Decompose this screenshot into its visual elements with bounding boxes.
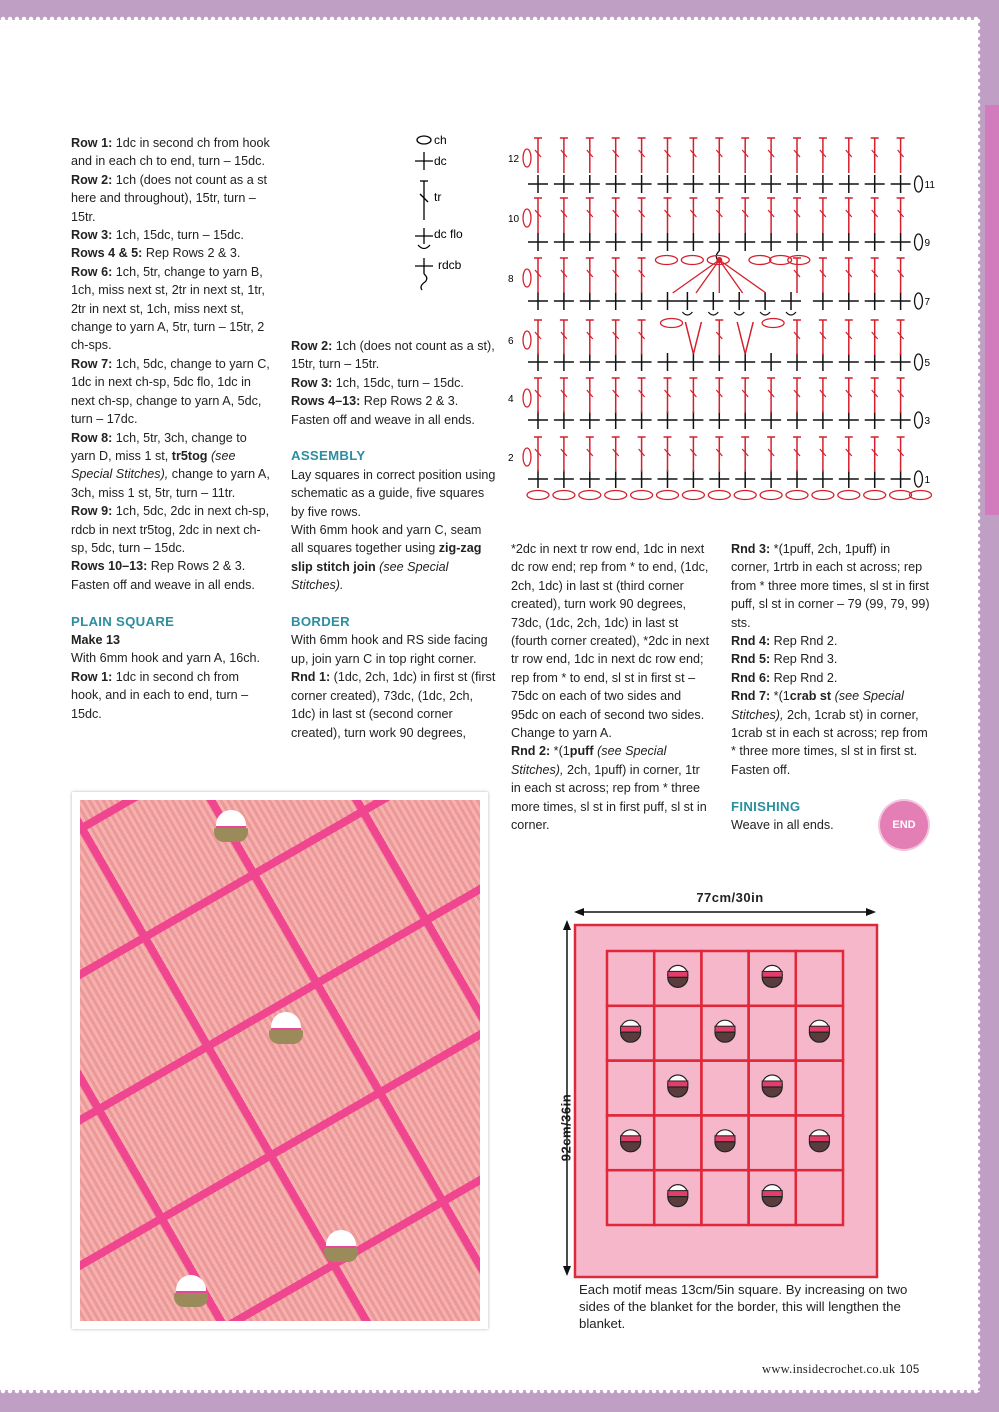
text: Rep Rnd 2. <box>770 634 838 649</box>
bold-text: Rnd 4: <box>731 634 771 649</box>
instruction-paragraph <box>291 411 496 429</box>
bold-text: Row 9: <box>71 504 113 519</box>
turning-chain <box>915 354 923 370</box>
text-column-1 <box>71 134 271 723</box>
text: 1ch (does not count as a st here and throughout), 15tr, turn – 15tr. <box>71 172 267 224</box>
dc-symbol <box>415 152 433 170</box>
instruction-paragraph <box>511 540 711 724</box>
text: 1ch, 5tr, 3ch, change to yarn D, miss 1 st, <box>71 430 247 463</box>
instruction-paragraph <box>71 355 271 429</box>
section-heading: FINISHING <box>731 798 801 814</box>
cupcake-motif <box>170 1275 212 1309</box>
chain-stitch <box>812 491 834 500</box>
instruction-paragraph <box>291 466 496 521</box>
text: Weave in all ends. <box>731 818 834 833</box>
text: *2dc in next tr row end, 1dc in next dc row end; rep from * to end, (1dc, 2ch, 1dc) in last st (third corner created), turn work 90 degrees, 73dc, (1dc, 2ch, 1dc) in last st (fourth corner created), *2dc in next tr row end, 1dc in next dc row end; rep from * to end, sl st in first st – 75dc on each of two sides and 95dc on each of second two sides. <box>511 542 710 722</box>
spacer <box>71 594 271 612</box>
italic-text: (see Special Stitches), <box>71 448 236 482</box>
chain-stitch <box>655 256 677 265</box>
instruction-paragraph <box>71 668 271 723</box>
cupcake-band <box>668 1191 688 1197</box>
chain-stitch <box>682 491 704 500</box>
turning-chain <box>915 234 923 250</box>
page-footer <box>762 1362 920 1377</box>
text: Lay squares in correct position using schematic as a guide, five squares by five rows. <box>291 467 496 519</box>
instruction-paragraph <box>71 263 271 355</box>
bold-text: Rnd 7: <box>731 689 771 704</box>
arrow-head <box>866 908 876 916</box>
cupcake-band <box>715 1136 735 1142</box>
bold-text: Row 3: <box>71 228 113 243</box>
schematic-caption: Each motif meas 13cm/5in square. By increasing on two sides of the blanket for the border, this will lengthen the blanket. <box>579 1282 908 1331</box>
cupcake-band <box>621 1026 641 1032</box>
row-number: 2 <box>508 453 514 464</box>
legend-label: tr <box>434 190 442 204</box>
row-number: 5 <box>924 358 931 369</box>
chain-stitch <box>890 491 912 500</box>
bold-text: Rnd 1: <box>291 670 331 685</box>
italic-text: (see Special Stitches), <box>511 744 667 777</box>
turning-chain <box>915 293 923 309</box>
bold-text: Row 1: <box>71 136 113 150</box>
bold-text: Row 6: <box>71 264 113 279</box>
instruction-paragraph <box>71 429 271 503</box>
tr5tog-top <box>716 257 722 263</box>
instruction-paragraph <box>291 374 496 392</box>
row-number: 9 <box>924 238 931 249</box>
instruction-paragraph <box>291 668 496 742</box>
text: 1dc in second ch from hook, and in each to end, turn – 15dc. <box>71 669 249 721</box>
section-heading: BORDER <box>291 614 350 630</box>
instruction-paragraph <box>731 669 931 687</box>
bold-text: puff <box>569 744 594 759</box>
bold-text: zig-zag slip stitch join <box>291 541 482 574</box>
turning-chain <box>523 389 531 407</box>
instruction-paragraph <box>291 337 496 374</box>
text: Fasten off and weave in all ends. <box>291 412 475 427</box>
text: Rep Rows 2 & 3. <box>142 246 241 261</box>
text: 1dc in second ch from hook and in each ch to end, turn – 15dc. <box>71 136 270 169</box>
text-column-4 <box>731 540 931 834</box>
text: 1ch (does not count as a st), 15tr, turn – 15tr. <box>291 339 495 372</box>
instruction-paragraph <box>71 502 271 557</box>
bold-text: Rows 4–13: <box>291 394 361 409</box>
row-number: 7 <box>924 297 931 308</box>
chain-stitch <box>605 491 627 500</box>
text: 1ch, 5dc, change to yarn C, 1dc in next ch-sp, 5dc flo, 1dc in next ch-sp, change to yarn A, 5dc, turn – 17dc. <box>71 356 270 427</box>
text: With 6mm hook and RS side facing up, join yarn C in top right corner. <box>291 633 488 666</box>
instruction-paragraph <box>731 650 931 668</box>
chain-stitch <box>786 491 808 500</box>
crochet-stitch-chart <box>500 130 940 505</box>
text: Rep Rnd 2. <box>770 670 838 685</box>
bold-text: Rows 10–13: <box>71 559 148 574</box>
height-label: 92cm/36in <box>558 1093 574 1162</box>
section-tab <box>985 105 999 515</box>
bold-text: Rnd 2: <box>511 744 551 759</box>
chain-stitch <box>527 491 549 500</box>
italic-text: (see Special Stitches), <box>731 689 904 722</box>
text-column-3 <box>511 540 711 835</box>
website-url: www.insidecrochet.co.uk <box>762 1362 896 1376</box>
legend-label: dc <box>434 154 447 168</box>
row-number: 11 <box>924 180 935 191</box>
text: 1ch, 5tr, change to yarn B, 1ch, miss next st, 2tr in next st, 1tr, 2tr in next st, 1ch, miss next st, change to yarn A, 5tr, turn – 15tr, 2 ch-sps. <box>71 264 265 353</box>
turning-chain <box>523 331 531 349</box>
instruction-paragraph <box>71 576 271 594</box>
chain-stitch <box>910 491 932 500</box>
text: 1ch, 5dc, 2dc in next ch-sp, rdcb in next tr5tog, 2dc in next ch-sp, 5dc, turn – 15dc. <box>71 504 270 555</box>
bold-text: Rnd 6: <box>731 670 771 685</box>
cupcake-band <box>668 1081 688 1087</box>
instruction-paragraph <box>731 540 931 632</box>
decorative-border-bottom <box>0 1388 980 1394</box>
v-stitch <box>737 322 753 354</box>
arrow-head <box>574 908 584 916</box>
flo-mark <box>760 312 770 315</box>
instruction-paragraph <box>71 649 271 667</box>
cupcake-band <box>715 1026 735 1032</box>
text: Fasten off and weave in all ends. <box>71 577 255 592</box>
instruction-paragraph <box>511 742 711 834</box>
text: Rep Rows 2 & 3. <box>147 559 246 574</box>
cupcake-motif <box>210 810 252 844</box>
chain-stitch <box>864 491 886 500</box>
cupcake-band <box>762 1081 782 1087</box>
instruction-paragraph <box>71 244 271 262</box>
section-heading: PLAIN SQUARE <box>71 613 175 629</box>
text: Change to yarn A. <box>511 726 612 741</box>
text: With 6mm hook and yarn C, seam all squares together using <box>291 523 482 556</box>
turning-chain <box>915 412 923 428</box>
spacer <box>731 779 931 797</box>
chain-stitch <box>661 319 683 328</box>
spacer <box>291 429 496 447</box>
chain-stitch <box>734 491 756 500</box>
instruction-paragraph <box>731 687 931 761</box>
stitch-key <box>405 128 495 293</box>
row-number: 12 <box>508 154 520 165</box>
bold-text: Row 3: <box>291 375 333 390</box>
tr5tog-leg <box>696 260 719 293</box>
decorative-border-top <box>0 16 980 22</box>
cupcake-band <box>809 1136 829 1142</box>
text: (1dc, 2ch, 1dc) in first st (first corner created), 73dc, (1dc, 2ch, 1dc) in last st (second corner created), turn work 90 degrees, <box>291 670 496 740</box>
bold-text: Rnd 3: <box>731 542 771 556</box>
text: 1ch, 15dc, turn – 15dc. <box>112 228 244 243</box>
arrow-head <box>563 1266 571 1276</box>
flo-mark <box>786 312 796 315</box>
turning-chain <box>523 149 531 167</box>
cupcake-band <box>809 1026 829 1032</box>
chain-stitch <box>708 491 730 500</box>
width-label: 77cm/30in <box>696 890 764 905</box>
legend-label: ch <box>434 133 447 147</box>
section-heading: ASSEMBLY <box>291 448 366 464</box>
instruction-paragraph <box>731 632 931 650</box>
text: *(1 <box>550 744 570 759</box>
spacer <box>291 595 496 613</box>
bold-text: Row 2: <box>71 172 113 187</box>
blanket-photo <box>72 792 488 1329</box>
turning-chain <box>523 269 531 287</box>
chain-stitch <box>681 256 703 265</box>
rdcb-symbol <box>415 258 433 290</box>
bold-text: tr5tog <box>171 448 208 463</box>
page-number: 105 <box>899 1364 920 1376</box>
text: Rep Rows 2 & 3. <box>360 394 459 409</box>
cupcake-band <box>762 971 782 977</box>
row-number: 6 <box>508 336 514 347</box>
row-number: 1 <box>924 475 931 486</box>
chain-stitch <box>762 319 784 328</box>
instruction-paragraph <box>291 392 496 410</box>
bold-text: crab st <box>789 689 832 704</box>
tr5tog-leg <box>719 260 742 293</box>
row-number: 8 <box>508 274 514 285</box>
blanket-schematic <box>560 880 900 1280</box>
chain-stitch <box>760 491 782 500</box>
decorative-border-right <box>975 18 981 1392</box>
chain-stitch <box>579 491 601 500</box>
chain-stitch <box>553 491 575 500</box>
flo-mark <box>708 312 718 315</box>
text: With 6mm hook and yarn A, 16ch. <box>71 651 260 666</box>
bold-text: Row 2: <box>291 339 333 353</box>
turning-chain <box>915 471 923 487</box>
bold-text: Rnd 5: <box>731 652 771 667</box>
arrow-head <box>563 920 571 930</box>
bold-text: Make 13 <box>71 632 121 647</box>
cupcake-band <box>762 1191 782 1197</box>
text: *(1 <box>770 689 790 704</box>
row-number: 3 <box>924 416 931 427</box>
text: change to yarn A, 3ch, miss 1 st, 5tr, turn – 11tr. <box>71 467 270 500</box>
instruction-paragraph <box>71 171 271 226</box>
end-badge: END <box>880 801 928 849</box>
chain-stitch <box>657 491 679 500</box>
text: 2ch, 1crab st) in corner, 1crab st in each st across; rep from * three more times, sl st in first st. <box>731 707 928 759</box>
chain-stitch <box>749 256 771 265</box>
dc-flo-symbol <box>415 228 433 249</box>
text: 1ch, 15dc, turn – 15dc. <box>332 375 464 390</box>
instruction-paragraph <box>291 521 496 595</box>
turning-chain <box>915 176 923 192</box>
text: Rep Rnd 3. <box>770 652 838 667</box>
chain-stitch <box>631 491 653 500</box>
cupcake-band <box>621 1136 641 1142</box>
v-stitch <box>685 322 701 354</box>
text-column-2 <box>291 337 496 742</box>
bold-text: Rows 4 & 5: <box>71 246 143 261</box>
turning-chain <box>523 209 531 227</box>
turning-chain <box>523 448 531 466</box>
text: 2ch, 1puff) in corner, 1tr in each st across; rep from * three more times, sl st in first puff, sl st in corner. <box>511 762 707 833</box>
italic-text: (see Special Stitches). <box>291 559 449 593</box>
instruction-paragraph <box>71 557 271 575</box>
instruction-paragraph <box>71 226 271 244</box>
row-number: 10 <box>508 214 520 225</box>
cupcake-motif <box>320 1230 362 1264</box>
bold-text: Row 8: <box>71 430 113 445</box>
crochet-texture <box>80 800 480 1321</box>
cupcake-band <box>668 971 688 977</box>
cupcake-motif <box>265 1012 307 1046</box>
instruction-paragraph <box>511 724 711 742</box>
flo-mark <box>682 312 692 315</box>
legend-label: rdcb <box>438 258 462 272</box>
row-number: 4 <box>508 394 514 405</box>
chain-stitch <box>838 491 860 500</box>
instruction-paragraph <box>71 631 271 649</box>
bold-text: Row 1: <box>71 669 113 684</box>
tr-symbol <box>420 181 428 220</box>
flo-mark <box>734 312 744 315</box>
legend-label: dc flo <box>434 227 463 241</box>
tr5tog-leg <box>673 260 720 293</box>
chain-symbol <box>417 136 431 144</box>
instruction-paragraph <box>731 761 931 779</box>
text: Fasten off. <box>731 762 791 777</box>
instruction-paragraph <box>71 134 271 171</box>
instruction-paragraph <box>291 631 496 668</box>
bold-text: Row 7: <box>71 356 113 371</box>
text: *(1puff, 2ch, 1puff) in corner, 1rtrb in each st across; rep from * three more times, sl st in first puff, sl st in corner – 79 (99, 79, 99) sts. <box>731 542 930 630</box>
